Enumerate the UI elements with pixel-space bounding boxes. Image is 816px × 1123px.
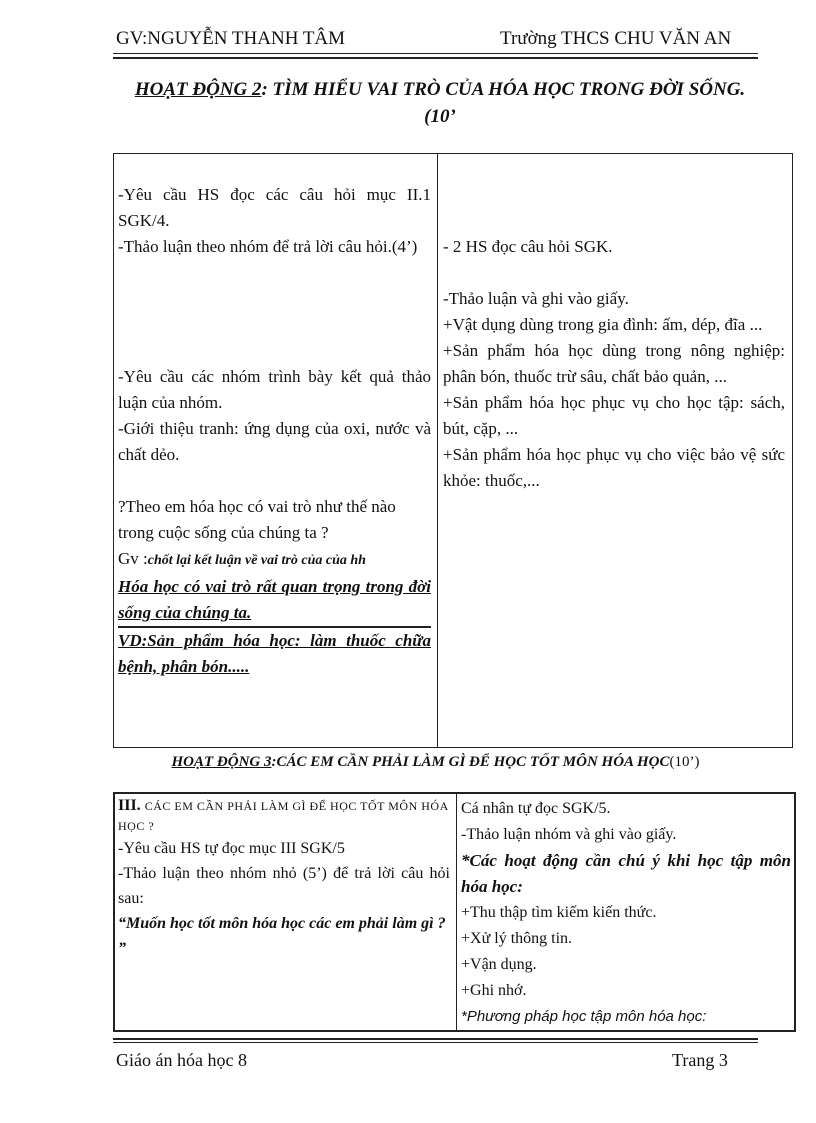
table2-teacher-column (118, 796, 450, 961)
activity2-time: (10’ (424, 106, 456, 127)
header-school: Trường THCS CHU VĂN AN (500, 28, 732, 49)
table1-divider (437, 153, 438, 748)
t1-teacher-p1: -Yêu cầu HS đọc các câu hỏi mục II.1 SGK/4. (118, 185, 431, 230)
table1-teacher-column (118, 182, 431, 680)
t2-student-p1: Cá nhân tự đọc SGK/5. (461, 800, 611, 817)
t1-student-p3: +Vật dụng dùng trong gia đình: ấm, dép, đĩa ... (443, 315, 763, 334)
activity2-title (110, 76, 770, 130)
footer-left: Giáo án hóa học 8 (116, 1050, 247, 1070)
footer-rule (113, 1042, 758, 1043)
t2-student-p2: -Thảo luận nhóm và ghi vào giấy. (461, 826, 677, 843)
activity3-time: (10’) (669, 754, 700, 770)
t2-teacher-p2: -Thảo luận theo nhóm nhỏ (5’) để trả lời câu hỏi sau: (118, 865, 450, 907)
t2-question: “Muốn học tốt môn hóa học các em phải làm gì ? ” (118, 915, 446, 957)
t1-student-p4: +Sản phẩm hóa học dùng trong nông nghiệp: phân bón, thuốc trừ sâu, chất bảo quản, ... (443, 341, 785, 386)
t2-student-p6: +Vận dụng. (461, 956, 537, 973)
footer-page: Trang 3 (672, 1050, 728, 1070)
t2-student-p8: *Phương pháp học tập môn hóa học: (461, 1008, 707, 1025)
activity3-heading: :CÁC EM CẦN PHẢI LÀM GÌ ĐỂ HỌC TỐT MÔN HÓA HỌC (271, 754, 670, 770)
t2-student-p7: +Ghi nhớ. (461, 982, 527, 999)
footer-rule-thick (113, 1038, 758, 1040)
t2-heading-num: III. (118, 797, 141, 814)
activity2-heading: : TÌM HIỂU VAI TRÒ CỦA HÓA HỌC TRONG ĐỜI SỐNG. (261, 79, 746, 100)
t2-heading-text: CÁC EM CẦN PHẢI LÀM GÌ ĐỂ HỌC TỐT MÔN HÓA HỌC ? (118, 799, 449, 833)
t1-student-p5: +Sản phẩm hóa học phục vụ cho học tập: sách, bút, cặp, ... (443, 393, 785, 438)
t1-teacher-p2: -Thảo luận theo nhóm để trả lời câu hỏi.(4’) (118, 237, 418, 256)
t1-gv-prefix: Gv : (118, 549, 148, 568)
t1-gv-note: chốt lại kết luận về vai trò của của hh (147, 553, 366, 568)
t1-student-p1: - 2 HS đọc câu hỏi SGK. (443, 237, 613, 256)
t2-student-p4: +Thu thập tìm kiếm kiến thức. (461, 904, 657, 921)
t1-conclusion1: Hóa học có vai trò rất quan trọng trong đời sống của chúng ta. (118, 577, 431, 622)
header-rule-thick (113, 57, 758, 59)
header-teacher: GV:NGUYỄN THANH TÂM (116, 28, 346, 49)
t1-teacher-gv-line (118, 546, 431, 574)
activity3-title (113, 752, 758, 772)
t1-student-p2: -Thảo luận và ghi vào giấy. (443, 289, 629, 308)
t1-teacher-p3: -Yêu cầu các nhóm trình bày kết quả thảo luận của nhóm. (118, 367, 431, 412)
activity3-label: HOẠT ĐỘNG 3 (171, 754, 272, 770)
t2-student-p5: +Xử lý thông tin. (461, 930, 573, 947)
table1-student-column (443, 234, 785, 494)
table2-student-column (461, 796, 791, 1030)
t1-student-p6: +Sản phẩm hóa học phục vụ cho việc bảo vệ sức khỏe: thuốc,... (443, 445, 785, 490)
t2-heading (118, 796, 450, 836)
t1-conclusion2: VD:Sản phẩm hóa học: làm thuốc chữa bệnh, phân bón..... (118, 626, 431, 680)
activity2-label: HOẠT ĐỘNG 2 (134, 79, 262, 100)
t2-teacher-p1: -Yêu cầu HS tự đọc mục III SGK/5 (118, 840, 345, 857)
t2-student-p3: *Các hoạt động cần chú ý khi học tập môn hóa học: (461, 851, 791, 896)
t1-teacher-p4: -Giới thiệu tranh: ứng dụng của oxi, nước và chất dẻo. (118, 419, 431, 464)
t1-teacher-p5: ?Theo em hóa học có vai trò như thế nào trong cuộc sống của chúng ta ? (118, 497, 396, 542)
header-rule (113, 53, 758, 54)
table2-divider (456, 792, 457, 1032)
